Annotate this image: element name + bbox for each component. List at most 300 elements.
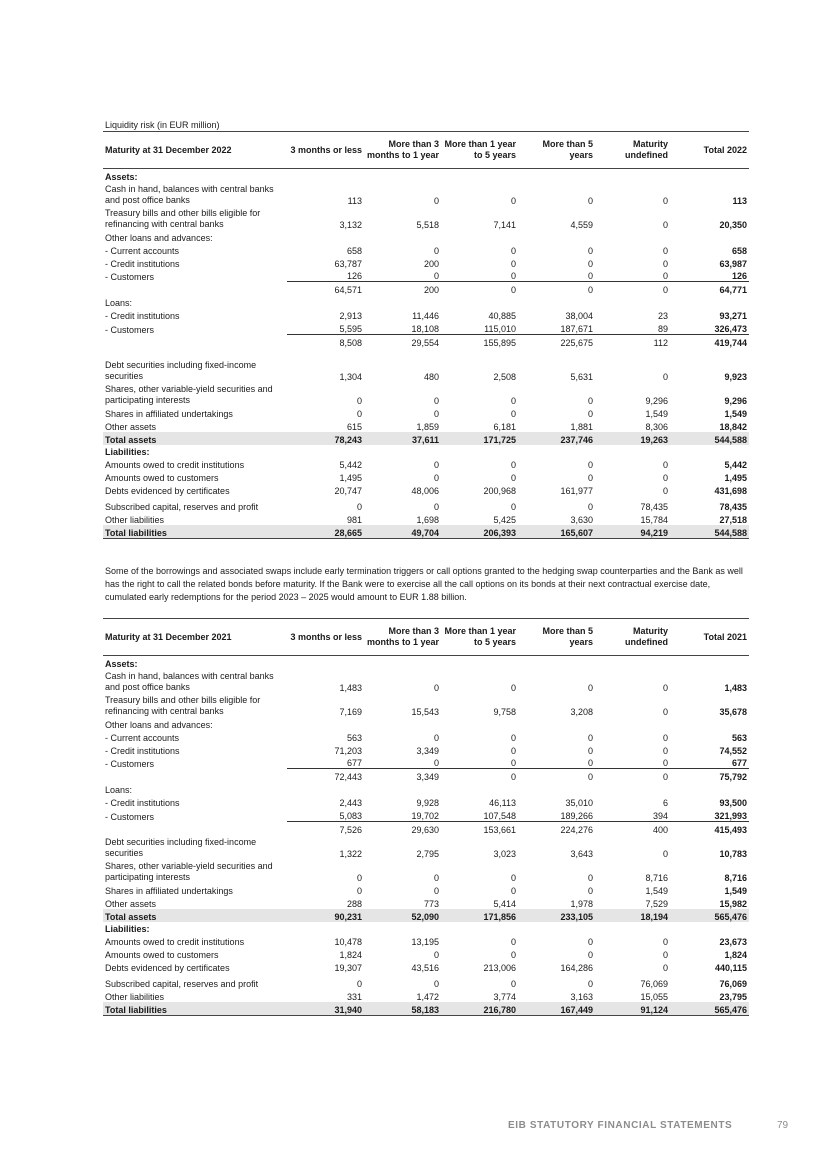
table-row xyxy=(103,182,749,206)
row-label: - Credit institutions xyxy=(105,798,180,809)
row-label: Debts evidenced by certificates xyxy=(105,963,230,974)
table-cell: 0 xyxy=(433,502,439,513)
table-cell: 0 xyxy=(510,285,516,296)
row-total-cell: 93,500 xyxy=(719,798,747,809)
row-label: - Customers xyxy=(105,811,155,822)
row-total-cell: 1,824 xyxy=(724,950,747,961)
table-cell: 773 xyxy=(423,898,439,909)
table-row xyxy=(103,808,749,821)
table-cell: 0 xyxy=(510,885,516,896)
table-cell xyxy=(441,782,518,795)
row-label: Total liabilities xyxy=(103,1002,287,1015)
row-label: Liabilities: xyxy=(105,447,150,458)
table-cell: 0 xyxy=(510,460,516,471)
table-cell: 52,090 xyxy=(364,909,441,922)
table-cell: 981 xyxy=(346,515,362,526)
table-cell: 40,885 xyxy=(488,311,516,322)
table-cell: 615 xyxy=(346,421,362,432)
early-redemption-note: Some of the borrowings and associated swaps include early termination triggers or call options granted to the hedging swap counterparties and the Bank as well has the right to call the related bonds before maturity. If the Bank were to exercise all the call options on its bonds at their next contractual exercise date, cumulated early redemptions for the period 2023 – 2025 would amount to EUR 1.88 billion. xyxy=(105,566,743,602)
table-cell: 331 xyxy=(346,992,362,1003)
table-cell xyxy=(441,295,518,308)
row-total-cell: 9,923 xyxy=(724,371,747,382)
table-row xyxy=(103,947,749,960)
table-cell: 0 xyxy=(662,706,668,717)
table-row xyxy=(103,348,749,382)
column-header: More than 1 year to 5 years xyxy=(441,132,518,169)
table-cell: 1,881 xyxy=(570,421,593,432)
table-cell: 0 xyxy=(433,245,439,256)
table-cell xyxy=(441,169,518,182)
row-total-cell: 565,476 xyxy=(670,1002,749,1015)
row-total-cell xyxy=(670,230,749,243)
table-cell: 0 xyxy=(364,756,441,769)
table-row xyxy=(103,1002,749,1015)
row-total-cell xyxy=(670,445,749,458)
table-cell xyxy=(287,656,364,669)
table-cell xyxy=(287,445,364,458)
page-number: 79 xyxy=(777,1120,789,1131)
table-cell: 0 xyxy=(587,502,593,513)
row-label: Subscribed capital, reserves and profit xyxy=(105,502,259,513)
table-row xyxy=(103,756,749,769)
table-cell: 233,105 xyxy=(518,909,595,922)
table-cell: 94,219 xyxy=(595,525,670,538)
table-row xyxy=(103,525,749,538)
table-cell: 0 xyxy=(356,502,362,513)
table-cell: 0 xyxy=(587,682,593,693)
table-cell: 0 xyxy=(356,872,362,883)
table-cell: 0 xyxy=(587,979,593,990)
row-label: - Customers xyxy=(105,324,155,335)
row-label: Total liabilities xyxy=(103,525,287,538)
row-total-cell: 64,771 xyxy=(719,285,747,296)
table-cell: 563 xyxy=(346,732,362,743)
table-cell: 0 xyxy=(587,950,593,961)
row-total-cell: 419,744 xyxy=(714,337,747,348)
row-total-cell: 8,716 xyxy=(724,872,747,883)
row-total-cell: 565,476 xyxy=(670,909,749,922)
table-row xyxy=(103,496,749,512)
table-cell: 0 xyxy=(510,473,516,484)
table-cell: 0 xyxy=(662,245,668,256)
table-cell: 187,671 xyxy=(518,321,595,334)
table-cell xyxy=(364,295,441,308)
row-label: - Current accounts xyxy=(105,732,180,743)
row-label: Shares in affiliated undertakings xyxy=(105,885,233,896)
table-cell xyxy=(441,656,518,669)
table-row xyxy=(103,470,749,483)
table-cell: 400 xyxy=(652,824,668,835)
table-cell: 0 xyxy=(662,950,668,961)
column-header-total: Total 2021 xyxy=(670,619,749,656)
row-total-cell: 544,588 xyxy=(670,525,749,538)
table-row xyxy=(103,321,749,334)
row-label: Debt securities including fixed-income securities xyxy=(105,836,257,858)
table-cell xyxy=(364,230,441,243)
table-cell: 0 xyxy=(510,732,516,743)
row-label xyxy=(103,282,287,295)
row-total-cell xyxy=(670,656,749,669)
table-cell: 63,787 xyxy=(334,258,362,269)
table-cell: 0 xyxy=(587,732,593,743)
table-row xyxy=(103,308,749,321)
table-cell xyxy=(441,922,518,935)
table-row xyxy=(103,406,749,419)
table-cell: 20,747 xyxy=(334,486,362,497)
table-cell xyxy=(518,922,595,935)
table-row xyxy=(103,989,749,1002)
table-cell: 658 xyxy=(346,245,362,256)
table-cell: 8,306 xyxy=(645,421,668,432)
row-label: Amounts owed to credit institutions xyxy=(105,460,245,471)
table-cell: 288 xyxy=(346,898,362,909)
table-cell: 0 xyxy=(587,258,593,269)
table-cell: 1,698 xyxy=(416,515,439,526)
table-cell: 225,675 xyxy=(560,337,593,348)
table-cell xyxy=(595,445,670,458)
row-total-cell: 658 xyxy=(731,245,747,256)
table-cell: 0 xyxy=(662,371,668,382)
table-row xyxy=(103,483,749,496)
table-cell: 3,774 xyxy=(493,992,516,1003)
row-label: Debts evidenced by certificates xyxy=(105,486,230,497)
table-cell xyxy=(364,717,441,730)
table-cell: 6 xyxy=(662,798,668,809)
table-cell: 0 xyxy=(356,395,362,406)
table-row xyxy=(103,934,749,947)
table-cell: 0 xyxy=(587,772,593,783)
column-header-total: Total 2022 xyxy=(670,132,749,169)
table-cell: 0 xyxy=(587,745,593,756)
row-total-cell: 113 xyxy=(732,195,747,206)
table-cell: 91,124 xyxy=(595,1002,670,1015)
row-total-cell: 18,842 xyxy=(719,421,747,432)
table-cell: 5,083 xyxy=(287,808,364,821)
table-cell: 0 xyxy=(587,285,593,296)
column-header: Maturity undefined xyxy=(595,619,670,656)
row-total-cell: 563 xyxy=(731,732,747,743)
table-cell: 37,611 xyxy=(364,432,441,445)
row-total-cell: 15,982 xyxy=(719,898,747,909)
table-cell: 7,169 xyxy=(339,706,362,717)
table-cell xyxy=(441,445,518,458)
table-cell: 3,023 xyxy=(493,848,516,859)
table-cell: 5,631 xyxy=(570,371,593,382)
row-label xyxy=(103,335,287,348)
table-row xyxy=(103,457,749,470)
row-label: Assets: xyxy=(105,171,138,182)
table-cell: 76,069 xyxy=(640,979,668,990)
table-cell: 216,780 xyxy=(441,1002,518,1015)
table-row xyxy=(103,335,749,348)
table-cell: 3,163 xyxy=(570,992,593,1003)
row-label: - Current accounts xyxy=(105,245,180,256)
table-row xyxy=(103,243,749,256)
row-label: Total assets xyxy=(103,909,287,922)
table-cell: 0 xyxy=(587,460,593,471)
table-cell: 0 xyxy=(587,195,593,206)
row-label: Total assets xyxy=(103,432,287,445)
table-cell: 0 xyxy=(510,395,516,406)
row-label xyxy=(103,769,287,782)
table-cell: 394 xyxy=(595,808,670,821)
table-cell: 0 xyxy=(433,872,439,883)
table-cell: 165,607 xyxy=(518,525,595,538)
table-cell: 35,010 xyxy=(565,798,593,809)
row-label: - Customers xyxy=(105,758,155,769)
row-total-cell: 93,271 xyxy=(719,311,747,322)
table-cell xyxy=(518,656,595,669)
table-cell xyxy=(595,656,670,669)
column-header: More than 5 years xyxy=(518,619,595,656)
table-cell: 0 xyxy=(518,269,595,282)
row-label xyxy=(103,822,287,835)
table-cell: 9,758 xyxy=(493,706,516,717)
table-cell: 71,203 xyxy=(334,745,362,756)
row-label: Treasury bills and other bills eligible for refinancing with central banks xyxy=(105,694,261,716)
table-row xyxy=(103,206,749,230)
row-label: Shares, other variable-yield securities and participating interests xyxy=(105,383,273,405)
table-row xyxy=(103,512,749,525)
table-row xyxy=(103,909,749,922)
table-cell: 0 xyxy=(662,486,668,497)
table-row xyxy=(103,960,749,973)
table-cell: 0 xyxy=(595,269,670,282)
row-label: Subscribed capital, reserves and profit xyxy=(105,979,259,990)
table-cell: 0 xyxy=(510,745,516,756)
table-cell: 0 xyxy=(662,682,668,693)
table-cell: 0 xyxy=(364,269,441,282)
table-cell: 0 xyxy=(433,682,439,693)
table-row xyxy=(103,269,749,282)
column-header: 3 months or less xyxy=(287,132,364,169)
table-cell: 167,449 xyxy=(518,1002,595,1015)
table-cell xyxy=(595,782,670,795)
table-cell: 112 xyxy=(653,337,668,348)
table-cell xyxy=(287,782,364,795)
table-row xyxy=(103,656,749,669)
table-cell: 29,554 xyxy=(411,337,439,348)
table-cell: 0 xyxy=(356,408,362,419)
row-total-cell: 9,296 xyxy=(724,395,747,406)
row-total-cell: 10,783 xyxy=(719,848,747,859)
table-cell xyxy=(287,169,364,182)
table-cell: 78,435 xyxy=(640,502,668,513)
table-cell: 7,141 xyxy=(493,219,516,230)
table-cell: 19,702 xyxy=(364,808,441,821)
table-cell: 58,183 xyxy=(364,1002,441,1015)
table-cell: 38,004 xyxy=(565,311,593,322)
table-cell: 72,443 xyxy=(334,772,362,783)
table-cell: 0 xyxy=(662,460,668,471)
table-row xyxy=(103,382,749,406)
table-cell: 1,824 xyxy=(339,950,362,961)
table-cell: 0 xyxy=(587,408,593,419)
table-header-row xyxy=(103,132,749,169)
table-cell xyxy=(518,230,595,243)
table-cell: 200 xyxy=(423,285,439,296)
table-cell: 0 xyxy=(662,772,668,783)
row-total-cell: 63,987 xyxy=(719,258,747,269)
table-cell: 9,928 xyxy=(416,798,439,809)
table-cell: 0 xyxy=(662,963,668,974)
table-cell xyxy=(518,782,595,795)
column-header: More than 3 months to 1 year xyxy=(364,132,441,169)
table-cell: 0 xyxy=(662,473,668,484)
table-cell: 6,181 xyxy=(493,421,516,432)
table-cell: 3,208 xyxy=(570,706,593,717)
row-total-cell: 1,549 xyxy=(724,885,747,896)
table-cell: 161,977 xyxy=(560,486,593,497)
table-cell: 29,630 xyxy=(411,824,439,835)
row-label: Other loans and advances: xyxy=(105,719,213,730)
table-cell: 8,508 xyxy=(339,337,362,348)
table-cell: 1,495 xyxy=(339,473,362,484)
table-cell: 5,425 xyxy=(493,515,516,526)
table-cell: 0 xyxy=(441,756,518,769)
row-total-cell xyxy=(670,295,749,308)
table-cell: 2,443 xyxy=(339,798,362,809)
table-cell: 200,968 xyxy=(483,486,516,497)
table-cell: 0 xyxy=(510,245,516,256)
row-label: Amounts owed to credit institutions xyxy=(105,937,245,948)
table-cell: 3,643 xyxy=(570,848,593,859)
row-total-cell: 74,552 xyxy=(719,745,747,756)
footer-title: EIB STATUTORY FINANCIAL STATEMENTS xyxy=(508,1120,733,1131)
table-cell: 1,859 xyxy=(416,421,439,432)
row-label: Shares in affiliated undertakings xyxy=(105,408,233,419)
table-cell: 1,472 xyxy=(416,992,439,1003)
table-cell: 115,010 xyxy=(441,321,518,334)
row-label: Treasury bills and other bills eligible for refinancing with central banks xyxy=(105,207,261,229)
table-cell: 0 xyxy=(433,460,439,471)
table-cell: 171,856 xyxy=(441,909,518,922)
table-cell: 9,296 xyxy=(645,395,668,406)
row-label: Other assets xyxy=(105,421,157,432)
table-cell: 3,132 xyxy=(339,219,362,230)
table-cell: 90,231 xyxy=(287,909,364,922)
row-label: - Credit institutions xyxy=(105,745,180,756)
table-cell: 0 xyxy=(510,258,516,269)
table-cell: 0 xyxy=(433,408,439,419)
table-cell: 155,895 xyxy=(483,337,516,348)
table-cell xyxy=(518,295,595,308)
table-cell xyxy=(595,230,670,243)
table-cell: 0 xyxy=(662,195,668,206)
row-label: Loans: xyxy=(105,298,133,309)
row-total-cell: 677 xyxy=(670,756,749,769)
row-label: Cash in hand, balances with central banks and post office banks xyxy=(105,183,274,205)
table-cell: 224,276 xyxy=(560,824,593,835)
table-row xyxy=(103,169,749,182)
table-cell: 2,508 xyxy=(493,371,516,382)
row-total-cell: 440,115 xyxy=(714,963,747,974)
table-header-row xyxy=(103,619,749,656)
table-cell: 200 xyxy=(423,258,439,269)
table-row xyxy=(103,256,749,269)
table-title: Maturity at 31 December 2021 xyxy=(103,619,287,656)
table-cell: 164,286 xyxy=(560,963,593,974)
table-cell: 0 xyxy=(441,269,518,282)
table-row xyxy=(103,743,749,756)
table-cell: 7,529 xyxy=(645,898,668,909)
table-cell: 78,243 xyxy=(287,432,364,445)
table-cell: 0 xyxy=(510,937,516,948)
row-label: Cash in hand, balances with central banks and post office banks xyxy=(105,670,274,692)
table-cell: 46,113 xyxy=(489,798,516,809)
table-cell xyxy=(364,656,441,669)
row-total-cell: 1,495 xyxy=(724,473,747,484)
table-row xyxy=(103,922,749,935)
row-label: Other liabilities xyxy=(105,515,165,526)
table-cell: 189,266 xyxy=(518,808,595,821)
table-row xyxy=(103,669,749,693)
table-cell: 0 xyxy=(433,732,439,743)
table-cell xyxy=(364,445,441,458)
row-total-cell: 431,698 xyxy=(714,486,747,497)
row-total-cell: 76,069 xyxy=(719,979,747,990)
table-row xyxy=(103,730,749,743)
table-cell: 0 xyxy=(356,979,362,990)
table-cell: 0 xyxy=(662,285,668,296)
table-cell xyxy=(518,169,595,182)
table-cell: 2,913 xyxy=(339,311,362,322)
table-cell: 0 xyxy=(662,219,668,230)
table-cell: 15,055 xyxy=(640,992,668,1003)
table-cell: 64,571 xyxy=(334,285,362,296)
table-cell: 206,393 xyxy=(441,525,518,538)
table-cell: 13,195 xyxy=(411,937,439,948)
table-cell: 213,006 xyxy=(483,963,516,974)
table-row xyxy=(103,432,749,445)
table-row xyxy=(103,782,749,795)
table-cell: 5,442 xyxy=(339,460,362,471)
table-cell xyxy=(287,717,364,730)
table-cell: 0 xyxy=(433,979,439,990)
table-cell: 2,795 xyxy=(416,848,439,859)
row-total-cell: 78,435 xyxy=(719,502,747,513)
table-cell: 107,548 xyxy=(441,808,518,821)
table-row xyxy=(103,769,749,782)
column-header: More than 3 months to 1 year xyxy=(364,619,441,656)
table-cell: 0 xyxy=(433,885,439,896)
table-cell: 1,549 xyxy=(645,885,668,896)
table-cell: 1,304 xyxy=(339,371,362,382)
table-cell: 237,746 xyxy=(518,432,595,445)
table-row xyxy=(103,822,749,835)
row-label: Debt securities including fixed-income securities xyxy=(105,359,257,381)
column-header: 3 months or less xyxy=(287,619,364,656)
table-cell: 1,322 xyxy=(339,848,362,859)
row-total-cell: 1,549 xyxy=(724,408,747,419)
row-total-cell: 23,795 xyxy=(719,992,747,1003)
table-row xyxy=(103,835,749,859)
table-cell xyxy=(518,445,595,458)
table-cell: 0 xyxy=(518,756,595,769)
table-cell: 0 xyxy=(662,732,668,743)
table-row xyxy=(103,973,749,989)
row-total-cell: 544,588 xyxy=(670,432,749,445)
table-cell: 7,526 xyxy=(339,824,362,835)
table-cell: 18,194 xyxy=(595,909,670,922)
row-label: Other loans and advances: xyxy=(105,232,213,243)
row-total-cell: 1,483 xyxy=(724,682,747,693)
table-cell xyxy=(595,295,670,308)
table-cell: 5,595 xyxy=(287,321,364,334)
table-cell: 0 xyxy=(662,258,668,269)
row-total-cell: 20,350 xyxy=(719,219,747,230)
table-row xyxy=(103,295,749,308)
